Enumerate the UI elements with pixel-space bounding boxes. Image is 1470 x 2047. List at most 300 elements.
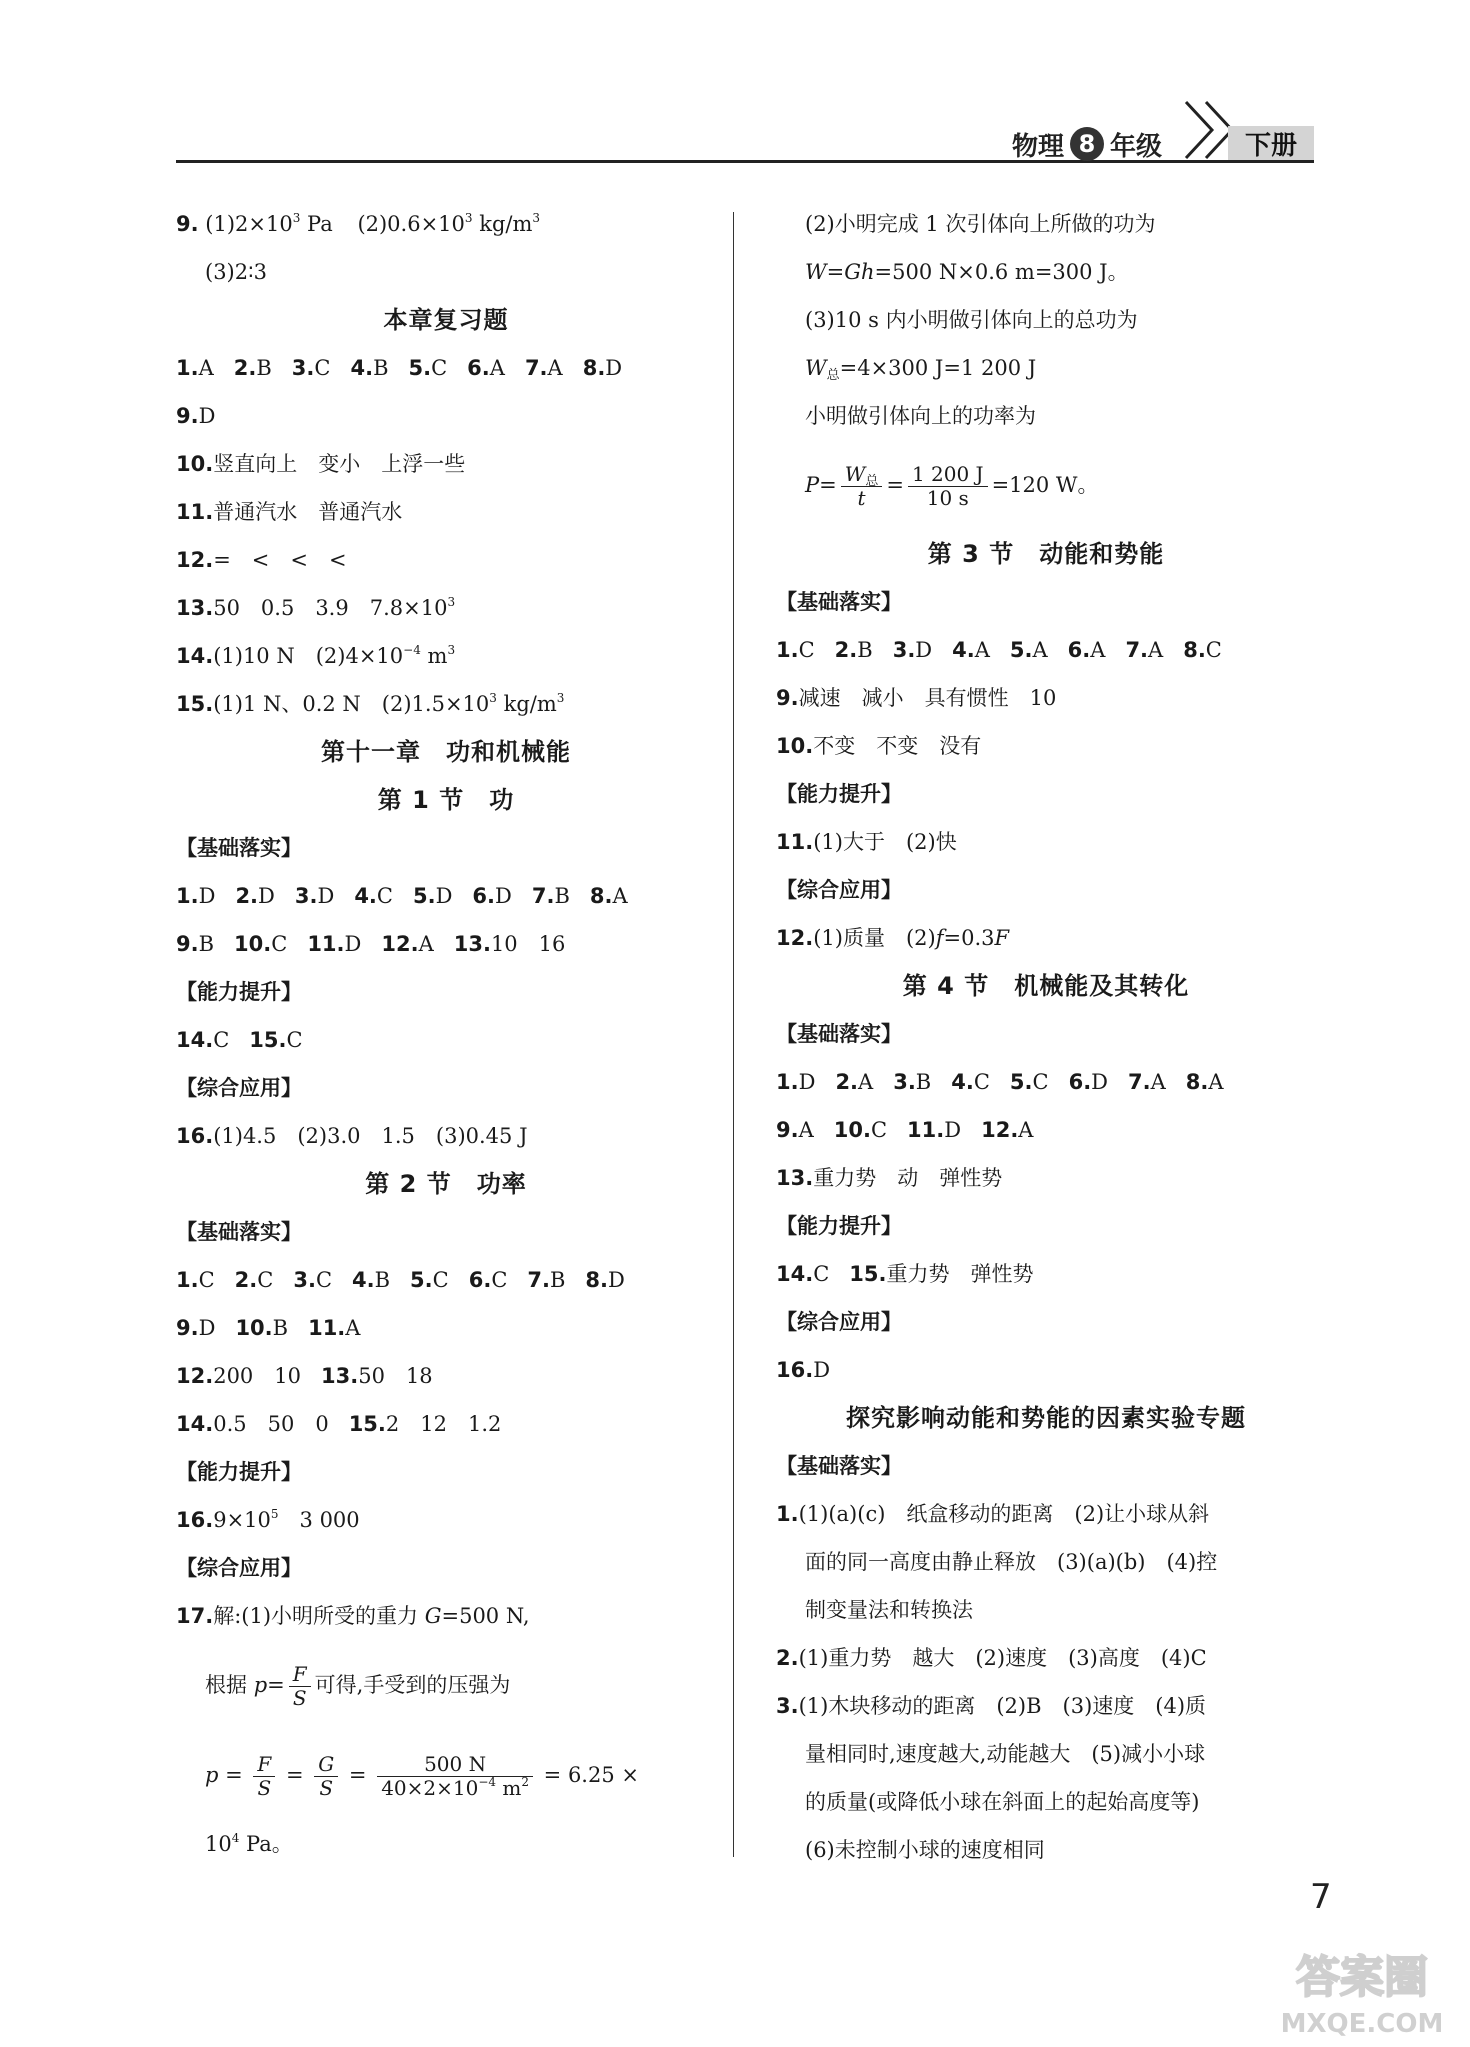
- answer-item: [234, 920, 287, 968]
- answer-line: 量相同时,速度越大,动能越大 (5)减小小球: [805, 1742, 1206, 1766]
- question-number: 15.: [348, 1412, 386, 1436]
- exponent: 2: [521, 1775, 529, 1789]
- answer-item: [1186, 1058, 1224, 1106]
- variable: G: [424, 1604, 442, 1628]
- answer-line: [776, 674, 1316, 722]
- variable: f: [935, 926, 944, 950]
- question-number: 3.: [294, 884, 318, 908]
- answer-item: [176, 1304, 215, 1352]
- answer-text: =500 N×0.6 m=300 J。: [874, 260, 1129, 284]
- answer-item: [585, 1256, 624, 1304]
- answer-item: [293, 1256, 332, 1304]
- answer-text: C: [973, 1070, 990, 1094]
- answer-text: A: [612, 884, 628, 908]
- answer-text: C: [798, 638, 815, 662]
- answer-text: 根据: [205, 1673, 254, 1697]
- answer-item: [1125, 626, 1163, 674]
- answer-text: D: [798, 1070, 816, 1094]
- answer-item: [951, 1058, 990, 1106]
- question-number: 7.: [1128, 1070, 1151, 1094]
- answer-item: [409, 344, 448, 392]
- answer-row: [776, 626, 1316, 674]
- answer-text: D: [813, 1358, 831, 1382]
- right-column: [776, 200, 1316, 1874]
- answer-line: 制变量法和转换法: [805, 1598, 973, 1622]
- answer-line: [776, 1154, 1316, 1202]
- answer-text: C: [1032, 1070, 1049, 1094]
- question-number: 12.: [981, 1118, 1019, 1142]
- answer-line: [176, 1592, 716, 1640]
- answer-item: [381, 920, 433, 968]
- question-number: 8.: [589, 884, 613, 908]
- operator: =: [826, 260, 845, 284]
- question-number: 10.: [833, 1118, 871, 1142]
- answer-text: (1)大于 (2)快: [813, 830, 957, 854]
- answer-item: [454, 920, 566, 968]
- question-number: 10.: [235, 1316, 273, 1340]
- question-number: 9.: [176, 404, 199, 428]
- denominator: [377, 1777, 533, 1800]
- answer-item: [907, 1106, 961, 1154]
- answer-item: [350, 344, 388, 392]
- answer-item: [893, 626, 932, 674]
- answer-text: A: [547, 356, 563, 380]
- answer-line: [776, 344, 1316, 392]
- question-number: 4.: [354, 884, 377, 908]
- answer-item: [849, 1250, 1033, 1298]
- answer-line: (2)小明完成 1 次引体向上所做的功为: [805, 212, 1156, 236]
- answer-text: A: [489, 356, 505, 380]
- answer-row: [176, 920, 716, 968]
- answer-text: C: [870, 1118, 888, 1142]
- answer-text: B: [272, 1316, 289, 1340]
- answer-line: [176, 488, 716, 536]
- question-number: 15.: [249, 1028, 287, 1052]
- answer-text: B: [373, 356, 389, 380]
- formula-line: [176, 1730, 716, 1820]
- fraction: [253, 1753, 275, 1800]
- exponent: 3: [447, 643, 456, 657]
- answer-item: [835, 1058, 873, 1106]
- answer-item: [235, 1256, 274, 1304]
- question-number: 5.: [410, 1268, 433, 1292]
- question-number: 6.: [467, 356, 490, 380]
- answer-text: 减速 减小 具有惯性 10: [798, 686, 1057, 710]
- answer-text: B: [554, 884, 570, 908]
- variable: h: [860, 260, 875, 284]
- question-number: 12.: [176, 548, 214, 572]
- answer-text: =4×300 J=1 200 J: [839, 356, 1037, 380]
- unit-text: Pa: [300, 212, 333, 236]
- answer-text: (1)重力势 越大 (2)速度 (3)高度 (4)C: [798, 1646, 1207, 1670]
- answer-text: D: [944, 1118, 962, 1142]
- question-number: 10.: [176, 452, 214, 476]
- answer-item: [776, 1058, 815, 1106]
- question-number: 16.: [176, 1124, 214, 1148]
- exponent: 4: [231, 1831, 240, 1845]
- question-number: 7.: [527, 1268, 550, 1292]
- answer-text: (1)10 N (2)4×10: [213, 644, 404, 668]
- answer-item: [176, 1256, 215, 1304]
- answer-text: D: [608, 1268, 625, 1292]
- question-number: 3.: [293, 1268, 316, 1292]
- question-number: 1.: [776, 1502, 799, 1526]
- formula-line: [776, 440, 1316, 530]
- unit-text: kg/m: [496, 692, 557, 716]
- answer-line: [176, 584, 716, 632]
- answer-text: D: [495, 884, 512, 908]
- question-number: 4.: [952, 638, 975, 662]
- question-number: 2.: [233, 356, 257, 380]
- operator: =: [886, 473, 904, 497]
- exponent: 3: [292, 211, 301, 225]
- question-number: 3.: [776, 1694, 799, 1718]
- answer-item: [176, 344, 214, 392]
- question-number: 4.: [350, 356, 374, 380]
- category-tag: 【能力提升】: [176, 980, 302, 1004]
- answer-text: A: [1148, 638, 1164, 662]
- operator: =: [819, 473, 837, 497]
- answer-item: [981, 1106, 1033, 1154]
- answer-text: = 6.25 ×: [537, 1763, 639, 1787]
- answer-text: (1)木块移动的距离 (2)B (3)速度 (4)质: [798, 1694, 1207, 1718]
- subscript: 总: [865, 474, 879, 489]
- answer-text: D: [198, 884, 216, 908]
- category-tag: 【基础落实】: [176, 836, 302, 860]
- answer-line: [176, 536, 716, 584]
- question-number: 1.: [176, 356, 199, 380]
- answer-item: [893, 1058, 931, 1106]
- question-number: 11.: [307, 932, 345, 956]
- answer-text: 50 0.5 3.9 7.8×10: [213, 596, 448, 620]
- question-number: 7.: [531, 884, 555, 908]
- answer-item: [776, 626, 815, 674]
- section-title: 第 3 节 动能和势能: [927, 540, 1165, 568]
- answer-item: [176, 920, 214, 968]
- question-number: 4.: [951, 1070, 974, 1094]
- fraction: [314, 1753, 338, 1800]
- answer-line: [176, 440, 716, 488]
- answer-line: [776, 818, 1316, 866]
- question-number: 12.: [776, 926, 814, 950]
- question-number: 8.: [582, 356, 606, 380]
- answer-text: (1)1 N、0.2 N (2)1.5×10: [213, 692, 490, 716]
- answer-text: C: [376, 884, 393, 908]
- category-tag: 【综合应用】: [776, 878, 902, 902]
- answer-text: (1)2×10: [205, 212, 293, 236]
- fraction: [377, 1753, 533, 1800]
- answer-text: D: [1091, 1070, 1109, 1094]
- answer-text: 10 16: [490, 932, 566, 956]
- volume-tab: [1228, 126, 1314, 160]
- answer-text: A: [345, 1316, 361, 1340]
- answer-text: 普通汽水 普通汽水: [213, 500, 403, 524]
- fraction: [289, 1663, 311, 1710]
- answer-row: [776, 1058, 1316, 1106]
- answer-item: [532, 872, 570, 920]
- section-title: 第 4 节 机械能及其转化: [902, 972, 1190, 1000]
- answer-text: C: [813, 1262, 830, 1286]
- answer-item: [1068, 626, 1106, 674]
- denominator-text: 40×2×10: [381, 1776, 479, 1800]
- chapter-title: 第十一章 功和机械能: [321, 738, 571, 766]
- answer-line: [776, 1634, 1316, 1682]
- answer-text: 竖直向上 变小 上浮一些: [213, 452, 466, 476]
- unit-text: kg/m: [472, 212, 533, 236]
- answer-line: [776, 1346, 1316, 1394]
- question-number: 2.: [834, 638, 858, 662]
- answer-item: [413, 872, 452, 920]
- answer-text: D: [605, 356, 623, 380]
- question-number: 13.: [776, 1166, 814, 1190]
- denominator: S: [319, 1776, 334, 1800]
- answer-text: A: [1150, 1070, 1166, 1094]
- answer-text: A: [418, 932, 434, 956]
- answer-text: =120 W。: [991, 473, 1099, 497]
- category-tag: 【基础落实】: [776, 590, 902, 614]
- question-number: 14.: [176, 1412, 214, 1436]
- answer-text: 200 10: [213, 1364, 302, 1388]
- answer-text: 重力势 弹性势: [886, 1262, 1034, 1286]
- answer-row: [176, 1352, 716, 1400]
- numerator: 500 N: [377, 1753, 533, 1777]
- answer-row: [176, 1256, 716, 1304]
- category-tag: 【基础落实】: [776, 1022, 902, 1046]
- question-number: 15.: [849, 1262, 887, 1286]
- answer-text: A: [1032, 638, 1048, 662]
- question-number: 2.: [835, 1070, 859, 1094]
- header-title: [1012, 124, 1162, 164]
- answer-item: [583, 344, 622, 392]
- question-number: 9.: [176, 1316, 199, 1340]
- answer-text: D: [317, 884, 335, 908]
- numerator: 1 200 J: [908, 463, 988, 487]
- variable: F: [994, 926, 1010, 950]
- question-number: 6.: [1068, 1070, 1092, 1094]
- answer-item: [527, 1256, 565, 1304]
- answer-text: A: [198, 356, 214, 380]
- answer-item: [776, 1250, 829, 1298]
- answer-item: [525, 344, 563, 392]
- question-number: 6.: [468, 1268, 492, 1292]
- operator: =: [342, 1763, 374, 1787]
- variable: p: [205, 1763, 219, 1787]
- answer-line: 的质量(或降低小球在斜面上的起始高度等): [805, 1790, 1200, 1814]
- answer-text: 不变 不变 没有: [813, 734, 982, 758]
- answer-line: [176, 200, 716, 248]
- question-number: 11.: [907, 1118, 945, 1142]
- question-number: 10.: [234, 932, 272, 956]
- answer-text: A: [798, 1118, 814, 1142]
- operator: =: [267, 1673, 285, 1697]
- question-number: 9.: [176, 212, 199, 236]
- answer-row: [176, 872, 716, 920]
- answer-text: C: [271, 932, 288, 956]
- answer-text: B: [256, 356, 272, 380]
- answer-line: (3)10 s 内小明做引体向上的总功为: [805, 308, 1138, 332]
- question-number: 5.: [1009, 638, 1033, 662]
- grade-badge: 8: [1070, 127, 1104, 161]
- answer-item: [590, 872, 628, 920]
- denominator: S: [257, 1776, 272, 1800]
- unit-text: Pa。: [239, 1832, 293, 1856]
- answer-item: [1010, 1058, 1049, 1106]
- question-number: 14.: [176, 1028, 214, 1052]
- variable: W: [805, 260, 827, 284]
- answer-line: [176, 1820, 716, 1868]
- answer-text: C: [431, 356, 448, 380]
- section-title: 第 1 节 功: [377, 786, 515, 814]
- answer-item: [352, 1256, 390, 1304]
- question-number: 13.: [453, 932, 491, 956]
- answer-text: 10: [205, 1832, 232, 1856]
- numerator: F: [289, 1663, 311, 1687]
- exponent: 5: [270, 1507, 279, 1521]
- answer-item: [307, 920, 361, 968]
- answer-text: C: [257, 1268, 274, 1292]
- variable: P: [805, 473, 820, 497]
- answer-text: = < < <: [213, 548, 347, 572]
- question-number: 3.: [892, 638, 916, 662]
- answer-row: [176, 1016, 716, 1064]
- answer-row: [776, 1250, 1316, 1298]
- answer-text: 解:(1)小明所受的重力: [213, 1604, 425, 1628]
- answer-text: D: [258, 884, 275, 908]
- section-title: 本章复习题: [383, 306, 509, 334]
- answer-text: 3 000: [278, 1508, 360, 1532]
- answer-text: C: [213, 1028, 230, 1052]
- category-tag: 【能力提升】: [176, 1460, 302, 1484]
- volume-label: 下册: [1244, 130, 1297, 161]
- question-number: 8.: [1183, 638, 1206, 662]
- fraction: [908, 463, 988, 510]
- answer-item: [835, 626, 873, 674]
- answer-text: D: [198, 404, 216, 428]
- question-number: 1.: [776, 1070, 799, 1094]
- question-number: 5.: [412, 884, 436, 908]
- answer-text: 可得,手受到的压强为: [314, 1673, 511, 1697]
- category-tag: 【基础落实】: [176, 1220, 302, 1244]
- question-number: 7.: [1125, 638, 1149, 662]
- answer-row: [176, 1304, 716, 1352]
- answer-text: =0.3: [943, 926, 995, 950]
- question-number: 2.: [776, 1646, 799, 1670]
- exponent: 3: [489, 691, 497, 705]
- answer-line: [176, 680, 716, 728]
- column-divider: [733, 212, 734, 1857]
- answer-text: A: [1090, 638, 1106, 662]
- answer-text: C: [314, 356, 331, 380]
- numerator: [841, 463, 883, 487]
- answer-item: [235, 872, 274, 920]
- watermark-logo: [1262, 1940, 1462, 2040]
- answer-item: [235, 1304, 288, 1352]
- answer-line: [776, 914, 1316, 962]
- answer-item: [410, 1256, 449, 1304]
- question-number: 17.: [176, 1604, 214, 1628]
- answer-text: (3)2∶3: [205, 260, 267, 284]
- answer-text: A: [1018, 1118, 1034, 1142]
- exponent: 3: [447, 595, 456, 609]
- question-number: 12.: [381, 932, 419, 956]
- answer-item: [1069, 1058, 1108, 1106]
- subject-label: 物理: [1012, 131, 1065, 162]
- answer-line: [176, 392, 716, 440]
- category-tag: 【综合应用】: [776, 1310, 902, 1334]
- category-tag: 【综合应用】: [176, 1076, 302, 1100]
- answer-line: [776, 722, 1316, 770]
- answer-item: [349, 1400, 502, 1448]
- answer-item: [472, 872, 511, 920]
- denominator: S: [292, 1686, 307, 1710]
- question-number: 13.: [176, 596, 214, 620]
- question-number: 11.: [176, 500, 214, 524]
- answer-text: A: [974, 638, 990, 662]
- question-number: 2.: [234, 1268, 258, 1292]
- denominator: t: [857, 486, 866, 510]
- answer-item: [952, 626, 990, 674]
- answer-text: 2 12 1.2: [385, 1412, 502, 1436]
- variable: W: [844, 462, 866, 486]
- answer-text: 0.5 50 0: [213, 1412, 329, 1436]
- answer-text: 9×10: [213, 1508, 271, 1532]
- question-number: 11.: [776, 830, 814, 854]
- numerator: F: [253, 1753, 275, 1777]
- question-number: 1.: [176, 1268, 199, 1292]
- question-number: 1.: [776, 638, 799, 662]
- answer-text: 50 18: [358, 1364, 433, 1388]
- category-tag: 【能力提升】: [776, 1214, 902, 1238]
- answer-text: C: [315, 1268, 333, 1292]
- fraction: [841, 463, 883, 510]
- category-tag: 【基础落实】: [776, 1454, 902, 1478]
- question-number: 9.: [176, 932, 199, 956]
- question-number: 1.: [176, 884, 199, 908]
- answer-text: D: [344, 932, 362, 956]
- question-number: 6.: [472, 884, 496, 908]
- unit-text: m: [496, 1776, 522, 1800]
- answer-item: [176, 1016, 229, 1064]
- left-column: [176, 200, 716, 1868]
- question-number: 2.: [235, 884, 259, 908]
- answer-item: [292, 344, 331, 392]
- answer-text: B: [198, 932, 215, 956]
- question-number: 14.: [176, 644, 214, 668]
- question-number: 10.: [776, 734, 814, 758]
- answer-line: [176, 248, 716, 296]
- exponent: −4: [403, 643, 421, 657]
- question-number: 8.: [585, 1268, 609, 1292]
- answer-text: 重力势 动 弹性势: [813, 1166, 1003, 1190]
- answer-text: B: [915, 1070, 932, 1094]
- answer-item: [1010, 626, 1048, 674]
- subscript: 总: [826, 368, 840, 383]
- answer-item: [308, 1304, 360, 1352]
- answer-text: B: [549, 1268, 566, 1292]
- question-number: 12.: [176, 1364, 214, 1388]
- answer-text: D: [915, 638, 933, 662]
- numerator: G: [314, 1753, 338, 1777]
- answer-item: [176, 872, 215, 920]
- answer-item: [467, 344, 505, 392]
- question-number: 6.: [1067, 638, 1091, 662]
- answer-line: [176, 632, 716, 680]
- answer-line: [776, 1682, 1316, 1730]
- category-tag: 【综合应用】: [176, 1556, 302, 1580]
- watermark-url: MXQE.COM: [1280, 2009, 1444, 2039]
- category-tag: 【能力提升】: [776, 782, 902, 806]
- answer-line: 面的同一高度由静止释放 (3)(a)(b) (4)控: [805, 1550, 1218, 1574]
